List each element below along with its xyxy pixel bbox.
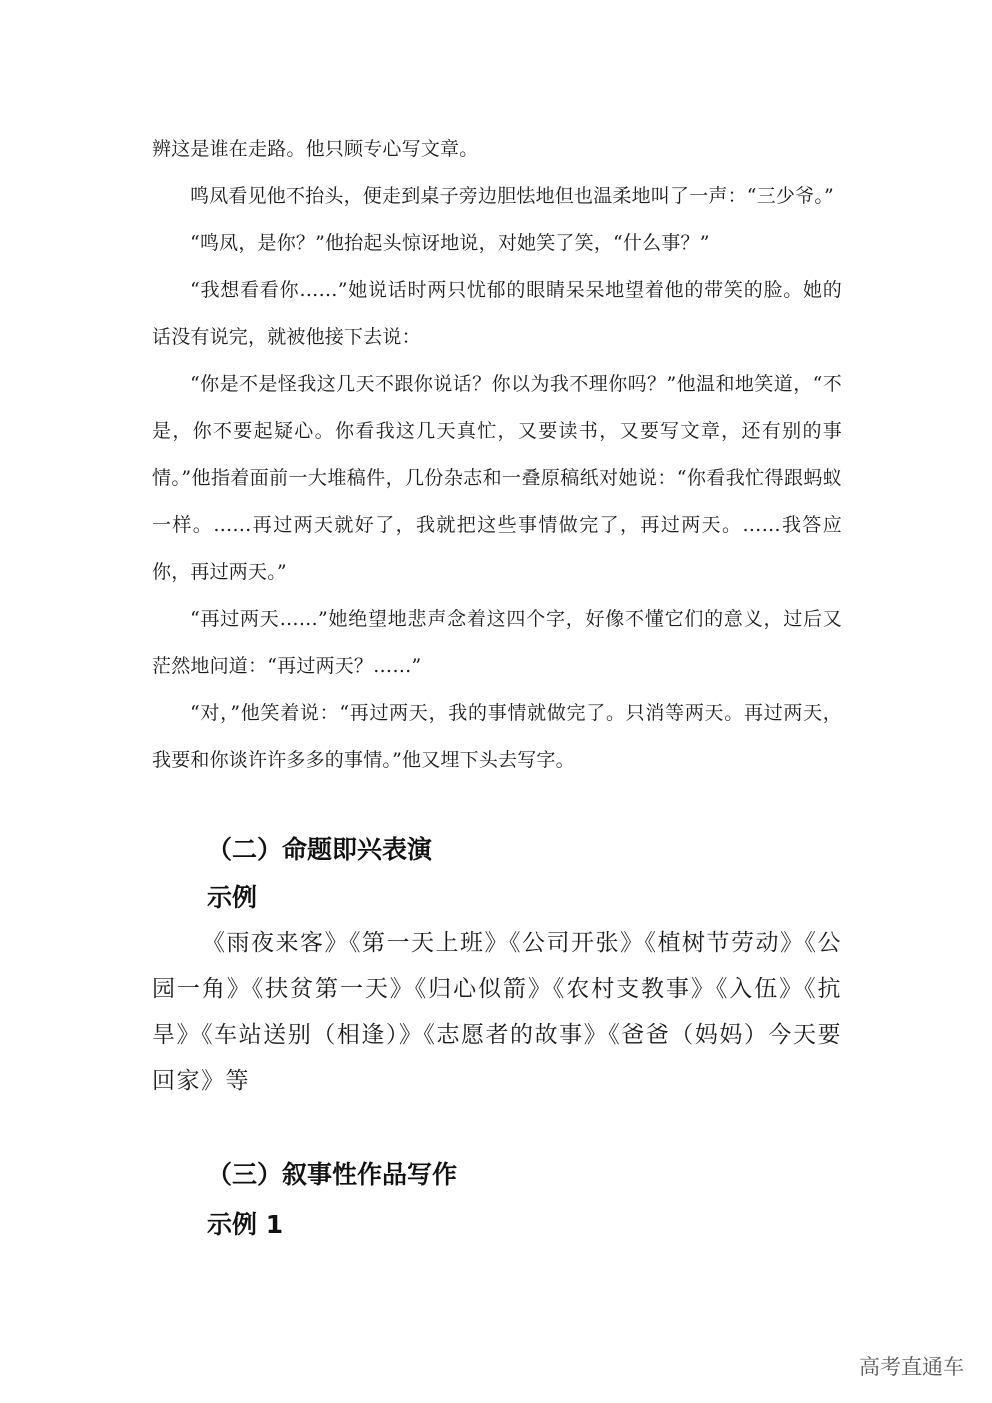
paragraph-dialogue-reply: “对，”他笑着说：“再过两天，我的事情就做完了。只消等两天。再过两天，我要和你谈许许多多的事情。”他又埋下头去写字。 [152,702,842,771]
paragraph-dialogue-question: “鸣凤，是你？”他抬起头惊讶地说，对她笑了笑，“什么事？” [190,232,710,254]
paragraph-mingfeng-calls: 鸣凤看见他不抬头，便走到桌子旁边胆怯地但也温柔地叫了一声：“三少爷。” [190,185,834,207]
paragraph-dialogue-two-days: “再过两天……”她绝望地悲声念着这四个字，好像不懂它们的意义，过后又茫然地问道：“再过两天？……” [152,608,842,677]
paragraph-dialogue-look: “我想看看你……”她说话时两只忧郁的眼睛呆呆地望着他的带笑的脸。她的话没有说完，就被他接下去说： [152,279,842,348]
subheading-example-1: 示例 1 [207,1210,284,1239]
watermark: 高考直通车 [859,1355,964,1379]
example-title-list: 《雨夜来客》《第一天上班》《公司开张》《植树节劳动》《公园一角》《扶贫第一天》《归心似箭》《农村支教事》《入伍》《抗旱》《车站送别（相逢）》《志愿者的故事》《爸爸（妈妈）今天要回家》等 [152,930,842,1094]
section-heading-narrative-writing: （三）叙事性作品写作 [207,1160,458,1189]
subheading-example: 示例 [207,883,258,912]
section-heading-improv: （二）命题即兴表演 [207,835,433,864]
paragraph-dialogue-busy: “你是不是怪我这几天不跟你说话？你以为我不理你吗？”他温和地笑道，“不是，你不要起疑心。你看我这几天真忙，又要读书，又要写文章，还有别的事情。”他指着面前一大堆稿件，几份杂志和一叠原稿纸对她说：“你看我忙得跟蚂蚁一样。……再过两天就好了，我就把这些事情做完了，再过两天。……我答应你，再过两天。” [152,373,842,583]
paragraph-continuation: 辨这是谁在走路。他只顾专心写文章。 [152,138,479,160]
